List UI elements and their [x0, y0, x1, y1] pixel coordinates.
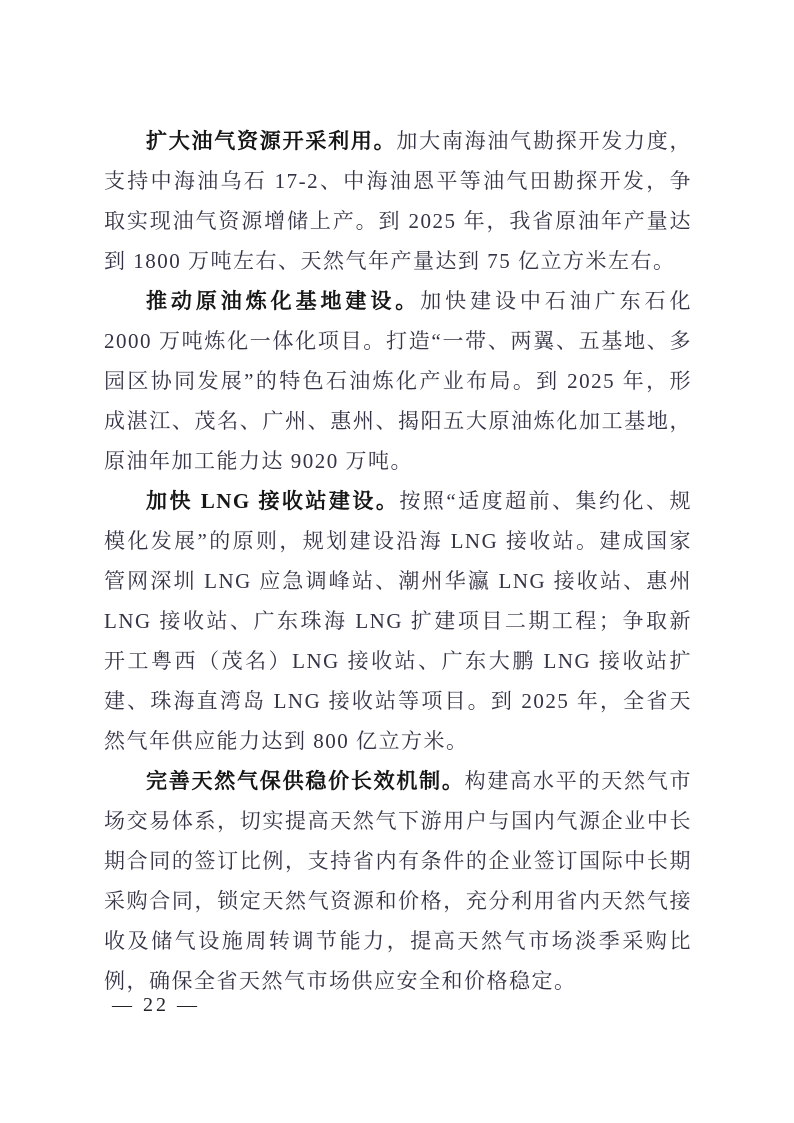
page-number: — 22 — — [112, 994, 200, 1016]
document-body — [104, 121, 692, 1001]
paragraph-lead: 推动原油炼化基地建设。 — [146, 289, 421, 313]
paragraph-lng-terminals — [104, 481, 692, 761]
paragraph-body: 加快建设中石油广东石化 2000 万吨炼化一体化项目。打造“一带、两翼、五基地、多园区协同发展”的特色石油炼化产业布局。到 2025 年，形成湛江、茂名、广州、惠州、揭阳五大原油炼化加工基地，原油年加工能力达 9020 万吨。 — [104, 289, 693, 473]
paragraph-lead: 扩大油气资源开采利用。 — [146, 129, 397, 153]
paragraph-refining-base — [104, 281, 692, 481]
paragraph-body: 按照“适度超前、集约化、规模化发展”的原则，规划建设沿海 LNG 接收站。建成国家管网深圳 LNG 应急调峰站、潮州华瀛 LNG 接收站、惠州 LNG 接收站、广东珠海 LNG 扩建项目二期工程；争取新开工粤西（茂名）LNG 接收站、广东大鹏 LNG 接收站扩建、珠海直湾岛 LNG 接收站等项目。到 2025 年，全省天然气年供应能力达到 800 亿立方米。 — [104, 489, 692, 753]
paragraph-body: 构建高水平的天然气市场交易体系，切实提高天然气下游用户与国内气源企业中长期合同的签订比例，支持省内有条件的企业签订国际中长期采购合同，锁定天然气资源和价格，充分利用省内天然气接收及储气设施周转调节能力，提高天然气市场淡季采购比例，确保全省天然气市场供应安全和价格稳定。 — [104, 769, 693, 993]
paragraph-gas-price-mechanism — [104, 761, 692, 1001]
paragraph-lead: 完善天然气保供稳价长效机制。 — [146, 769, 465, 793]
paragraph-oil-gas-extraction — [104, 121, 692, 281]
paragraph-body: 加大南海油气勘探开发力度，支持中海油乌石 17-2、中海油恩平等油气田勘探开发，争取实现油气资源增储上产。到 2025 年，我省原油年产量达到 1800 万吨左右、天然气年产量达到 75 亿立方米左右。 — [104, 129, 693, 273]
paragraph-lead: 加快 LNG 接收站建设。 — [146, 489, 400, 513]
